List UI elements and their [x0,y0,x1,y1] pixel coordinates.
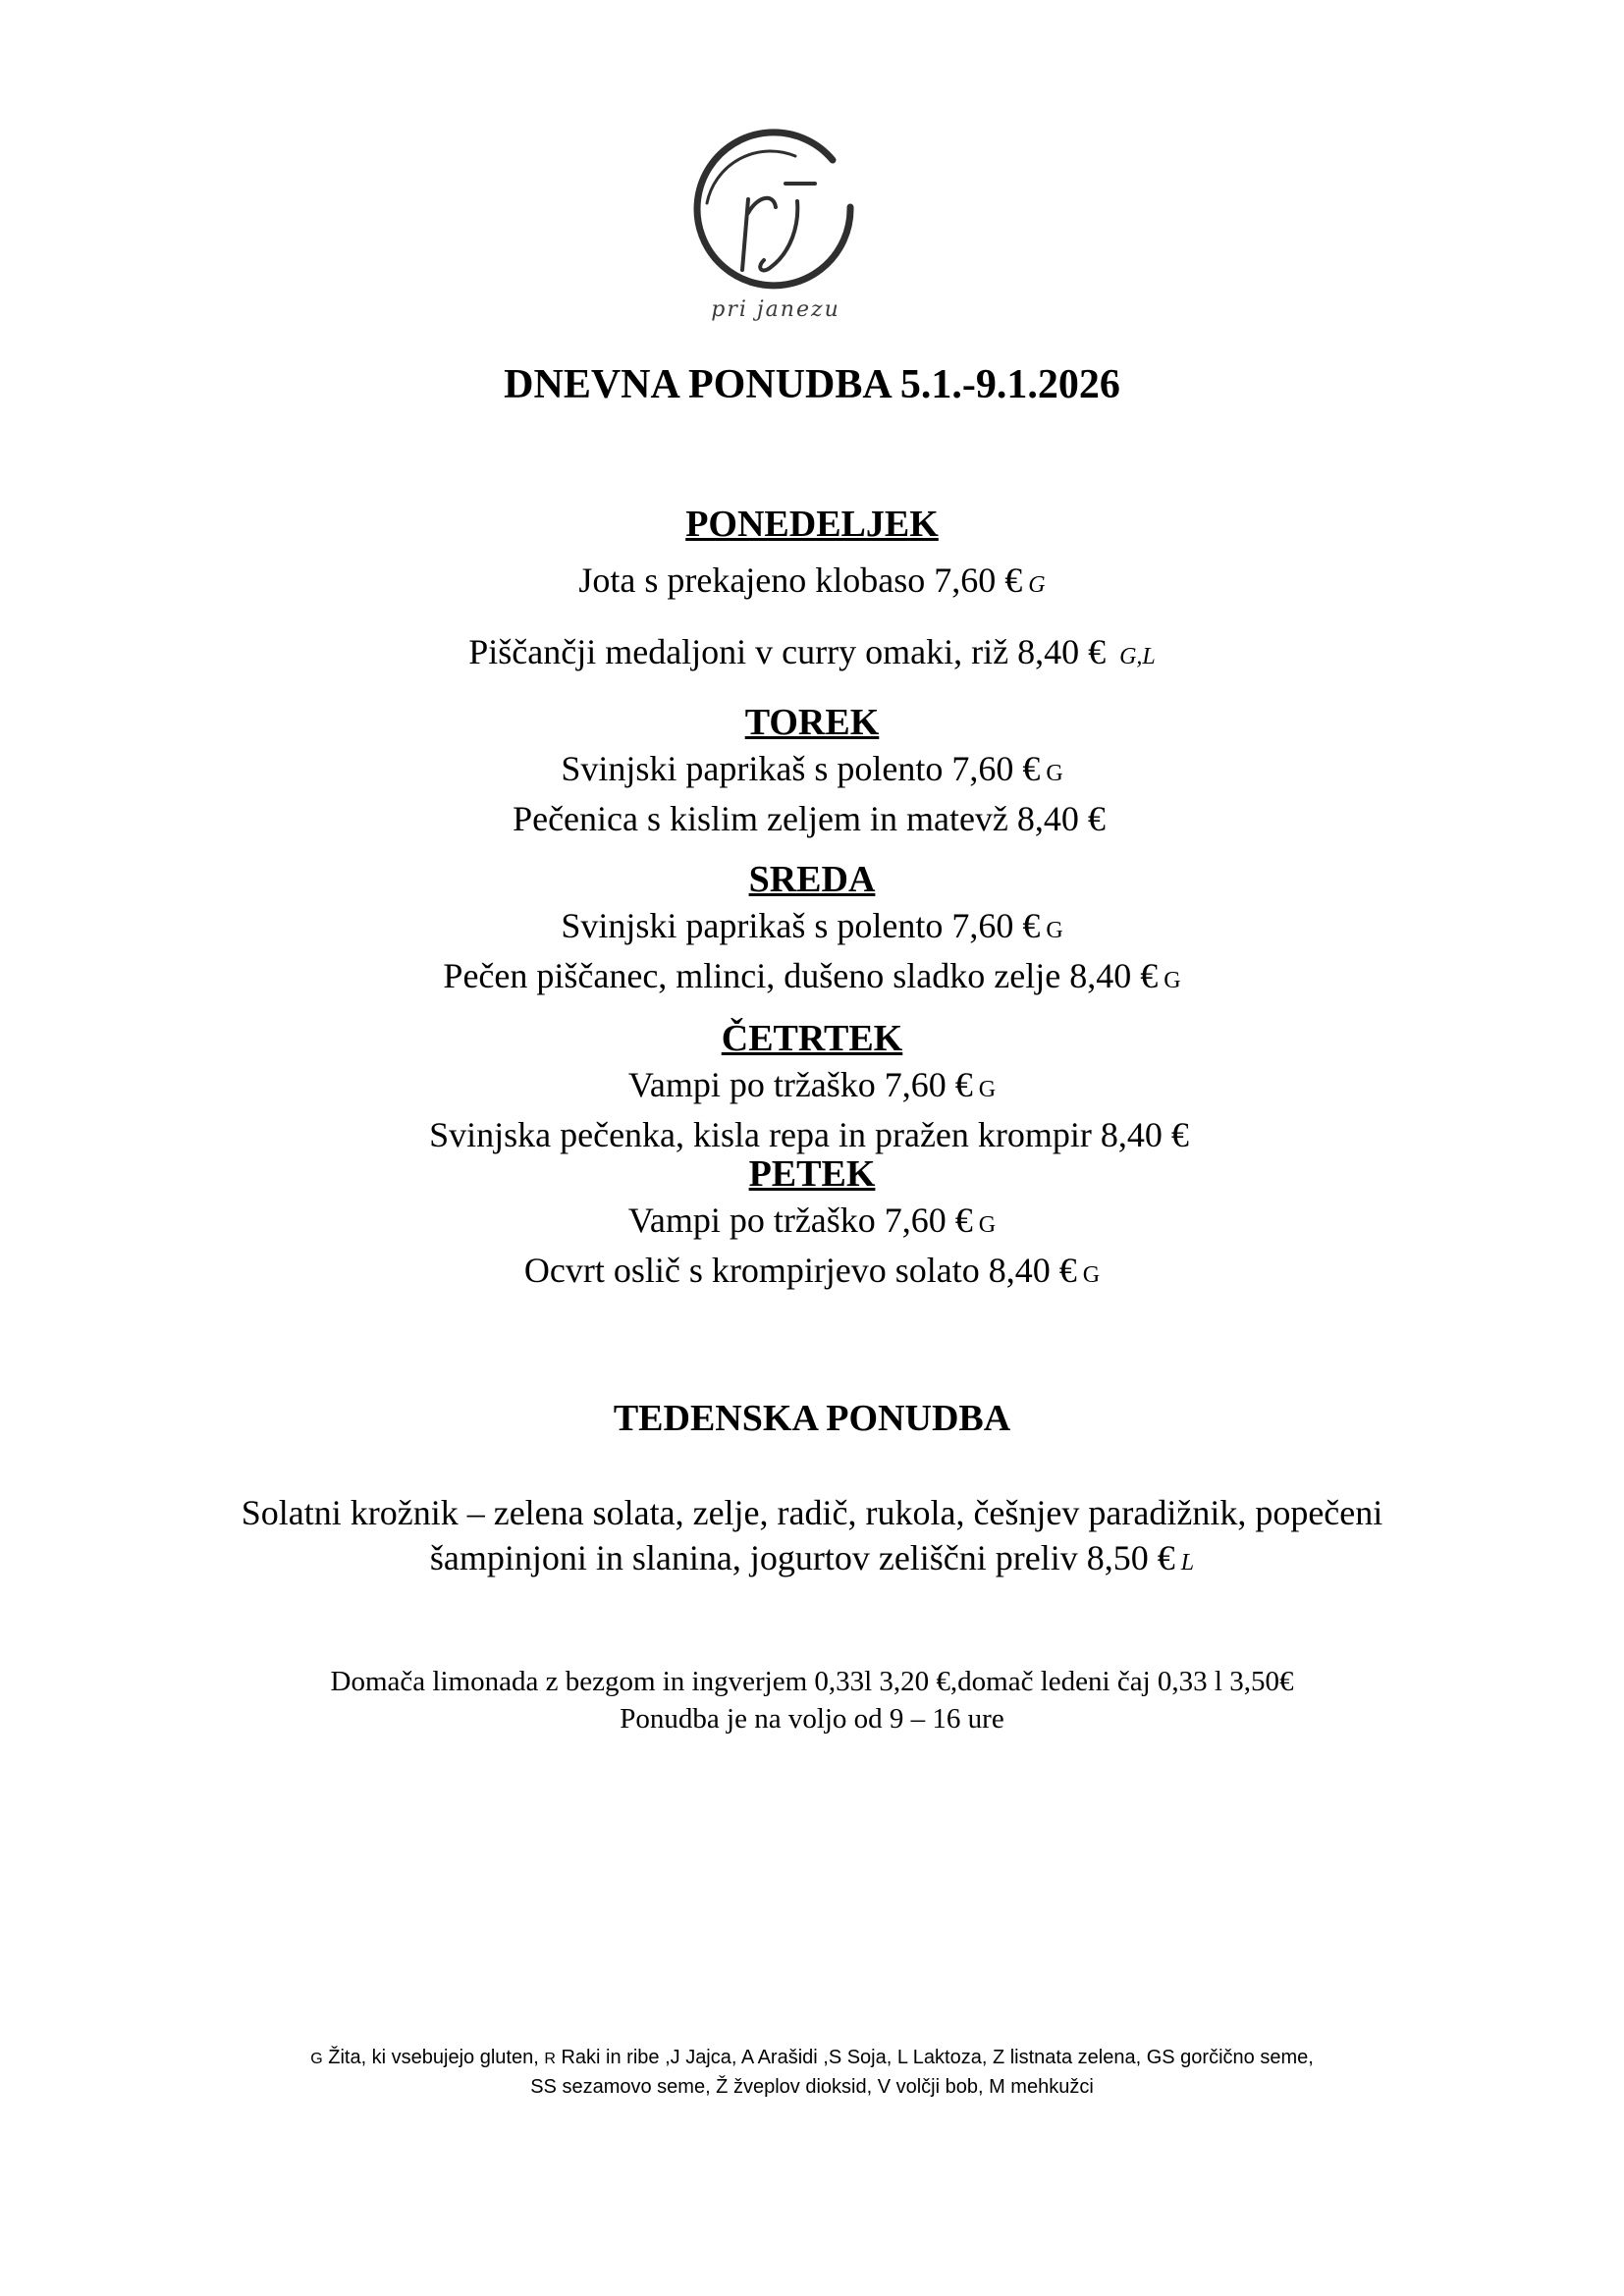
day-section-friday [0,1150,1624,1298]
menu-item-text: Svinjski paprikaš s polento 7,60 € [561,749,1041,788]
menu-item-text: Svinjski paprikaš s polento 7,60 € [561,906,1041,945]
allergen-legend-line [0,2044,1624,2073]
weekly-offer-line: Solatni krožnik – zelena solata, zelje, radič, rukola, češnjev paradižnik, popečeni [241,1493,1383,1532]
menu-item-text: Jota s prekajeno klobaso 7,60 € [578,561,1023,600]
menu-item [0,1198,1624,1248]
weekly-offer-text: šampinjoni in slanina, jogurtov zeliščni preliv 8,50 € [429,1538,1175,1577]
restaurant-logo [668,123,884,334]
menu-item [0,558,1624,608]
allergen-code: G [1046,761,1063,786]
day-section-monday [0,501,1624,679]
allergen-code: R [544,2051,556,2067]
day-section-wednesday [0,856,1624,1003]
allergen-code: G [1028,572,1046,598]
opening-hours-line: Ponudba je na voljo od 9 – 16 ure [620,1703,1004,1735]
allergen-text: Raki in ribe ,J Jajca, A Arašidi ,S Soja, L Laktoza, Z listnata zelena, GS gorčično seme, [555,2047,1314,2068]
day-section-thursday [0,1015,1624,1162]
allergen-code: G [1082,1262,1101,1288]
allergen-code: G [1164,968,1181,993]
weekly-offer-line [0,1535,1624,1585]
allergen-code: G [978,1077,997,1102]
menu-item-text: Ocvrt oslič s krompirjevo solato 8,40 € [523,1251,1077,1290]
menu-item [0,903,1624,953]
allergen-code: G [310,2051,323,2067]
day-heading: PONEDELJEK [685,504,939,545]
menu-item-text: Pečenica s kislim zeljem in matevž 8,40 € [513,799,1106,838]
allergen-legend-line: SS sezamovo seme, Ž žveplov dioksid, V volčji bob, M mehkužci [530,2076,1094,2098]
day-heading: ČETRTEK [721,1018,903,1059]
menu-item-text: Vampi po tržaško 7,60 € [627,1201,973,1240]
menu-item [0,746,1624,796]
allergen-legend [0,2044,1624,2101]
menu-item [0,1062,1624,1112]
menu-item [0,953,1624,1003]
allergen-code: G [1046,918,1063,943]
allergen-code: G,L [1119,644,1156,669]
menu-item [0,629,1624,679]
allergen-text: Žita, ki vsebujejo gluten, [322,2047,545,2068]
page-title: DNEVNA PONUDBA 5.1.-9.1.2026 [504,362,1120,407]
menu-item-text: Vampi po tržaško 7,60 € [627,1065,973,1104]
weekly-offer-description [0,1490,1624,1585]
menu-item [0,796,1624,846]
menu-item-text: Pečen piščanec, mlinci, dušeno sladko zelje 8,40 € [443,956,1159,995]
day-heading: TOREK [744,702,880,743]
menu-item-text: Piščančji medaljoni v curry omaki, riž 8,40 € [468,632,1107,671]
day-heading: PETEK [748,1153,876,1195]
allergen-code: G [978,1212,997,1238]
logo-script-text: pri janezu [711,297,840,322]
drinks-info [0,1663,1624,1737]
drinks-line: Domača limonada z bezgom in ingverjem 0,33l 3,20 €,domač ledeni čaj 0,33 l 3,50€ [330,1666,1294,1697]
day-section-tuesday [0,699,1624,846]
day-heading: SREDA [748,859,876,900]
menu-item-text: Svinjska pečenka, kisla repa in pražen krompir 8,40 € [429,1115,1189,1154]
menu-item [0,1248,1624,1298]
logo-circle-icon [668,123,884,299]
weekly-offer-title: TEDENSKA PONUDBA [613,1398,1011,1439]
allergen-code: L [1180,1550,1195,1575]
